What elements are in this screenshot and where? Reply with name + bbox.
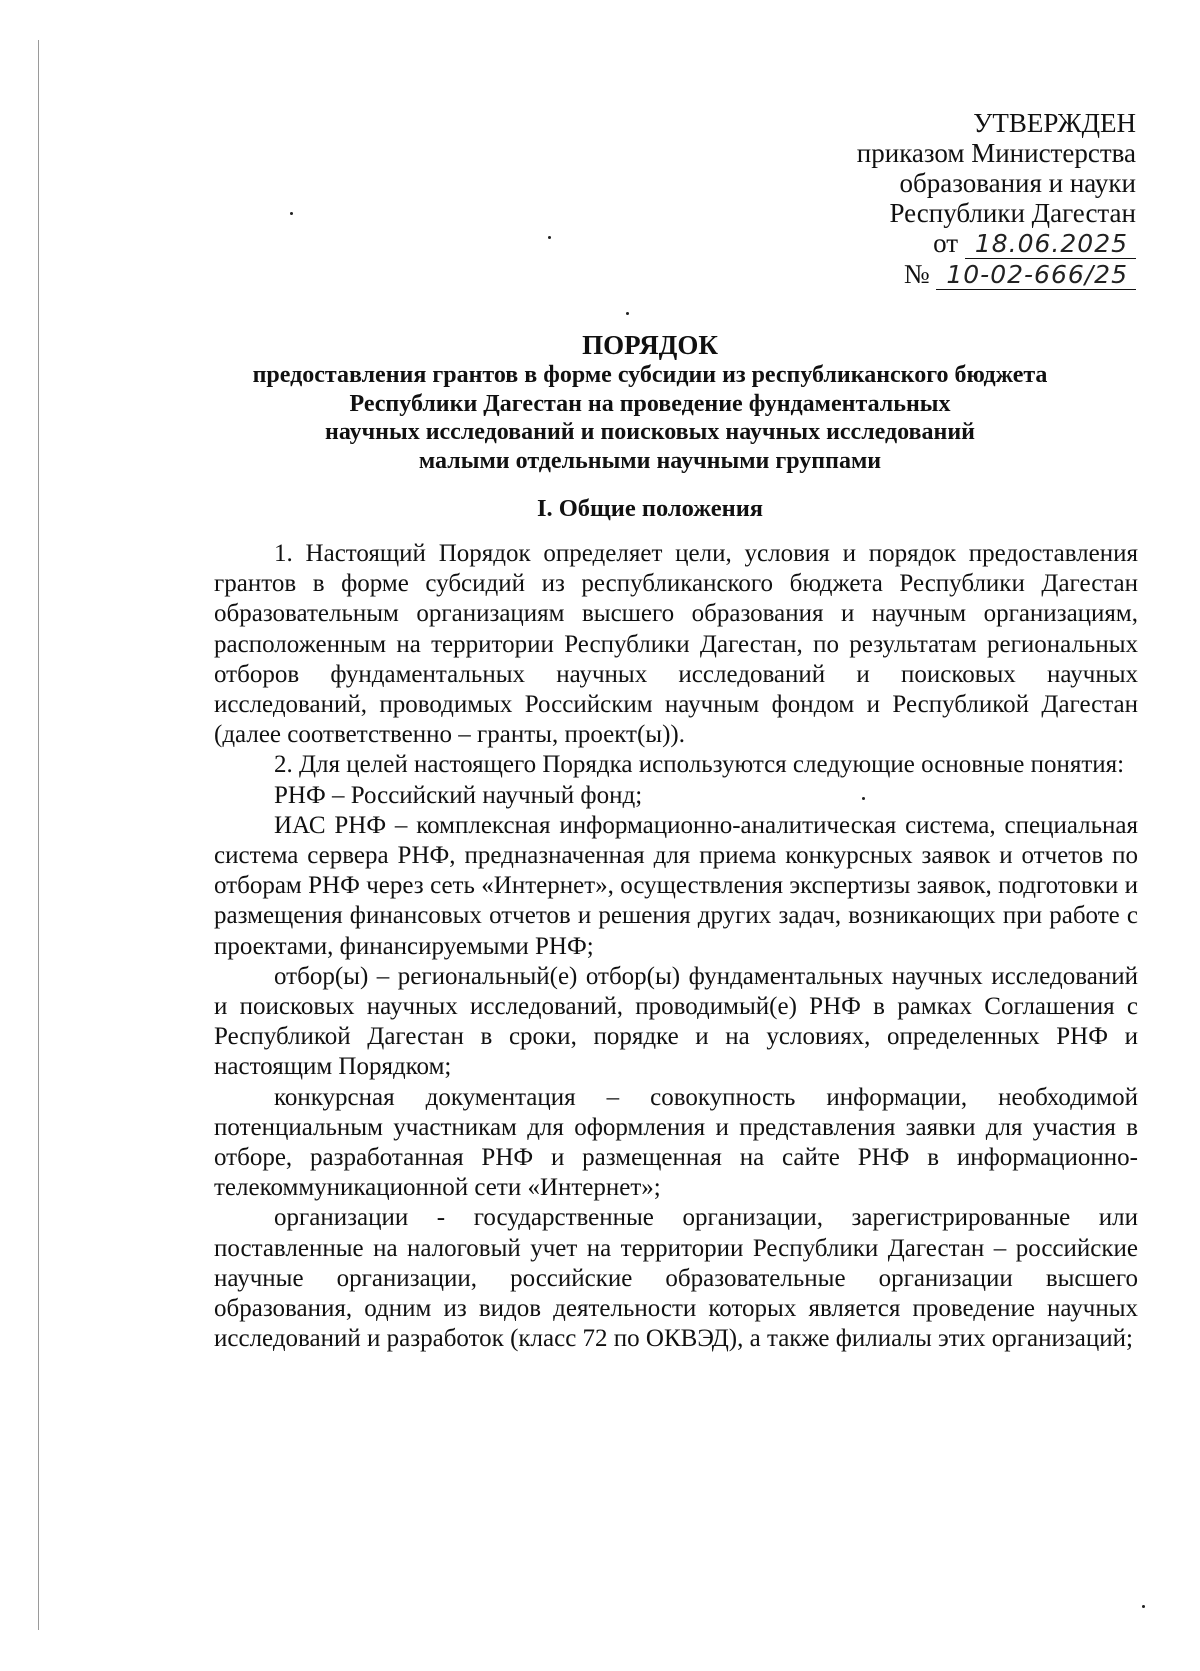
document-subtitle-line-4: малыми отдельными научными группами: [418, 447, 882, 474]
document-subtitle-line-2: Республики Дагестан на проведение фундаментальных: [349, 390, 951, 417]
document-subtitle-line-1: предоставления грантов в форме субсидии из республиканского бюджета: [252, 362, 1048, 388]
approval-line-republic: Республики Дагестан: [889, 198, 1136, 228]
definition-ias-rnf: ИАС РНФ – комплексная информационно-аналитическая система, специальная система сервера РНФ, предназначенная для приема конкурсных заявок и отчетов по отборам РНФ через сеть «Интернет», осуществления экспертизы заявок, подготовки и размещения финансовых отчетов и решения других задач, возникающих при работе с проектами, финансируемыми РНФ;: [214, 811, 1138, 960]
scan-edge-line: [38, 40, 39, 1630]
definition-competition-docs: конкурсная документация – совокупность информации, необходимой потенциальным участникам для оформления и представления заявки для участия в отборе, разработанная РНФ и размещенная на сайте РНФ в информационно-телекоммуникационной сети «Интернет»;: [214, 1083, 1138, 1202]
document-body: [214, 539, 1138, 1354]
document-title: ПОРЯДОК: [582, 330, 718, 360]
scan-speck: [626, 312, 629, 315]
scan-speck: [290, 212, 293, 215]
approval-heading: УТВЕРЖДЕН: [973, 108, 1136, 138]
approval-number-row: [857, 259, 1136, 290]
approval-number-prefix: №: [903, 259, 930, 289]
document-subtitle-line-3: научных исследований и поисковых научных исследований: [324, 419, 975, 445]
section-heading: I. Общие положения: [536, 495, 764, 522]
definition-organizations: организации - государственные организации, зарегистрированные или поставленные на налоговый учет на территории Республики Дагестан – российские научные организации, российские образовательные организации высшего образования, одним из видов деятельности которых является проведение научных исследований и разработок (класс 72 по ОКВЭД), а также филиалы этих организаций;: [214, 1204, 1138, 1353]
approval-date-handwritten: 18.06.2025: [965, 230, 1136, 259]
approval-date-prefix: от: [933, 228, 959, 258]
scan-speck: [1142, 1605, 1145, 1608]
paragraph-2: 2. Для целей настоящего Порядка используются следующие основные понятия:: [274, 751, 1125, 779]
definition-selection: отбор(ы) – региональный(е) отбор(ы) фундаментальных научных исследований и поисковых научных исследований, проводимый(е) РНФ в рамках Соглашения с Республикой Дагестан в сроки, порядке и на условиях, определенных РНФ и настоящим Порядком;: [214, 962, 1138, 1081]
approval-line-ministry: образования и науки: [899, 168, 1136, 198]
approval-number-handwritten: 10-02-666/25: [936, 261, 1136, 290]
scan-speck: [862, 797, 865, 800]
approval-stamp-block: [857, 108, 1136, 290]
paragraph-1: 1. Настоящий Порядок определяет цели, условия и порядок предоставления грантов в форме субсидий из республиканского бюджета Республики Дагестан образовательным организациям высшего образования и научным организациям, расположенным на территории Республики Дагестан, по результатам региональных отборов фундаментальных научных исследований и поисковых научных исследований, проводимых Российским научным фондом и Республикой Дагестан (далее соответственно – гранты, проект(ы)).: [214, 540, 1138, 749]
document-title-block: [190, 330, 1110, 475]
approval-date-row: [857, 228, 1136, 259]
approval-line-order: приказом Министерства: [856, 138, 1136, 168]
definition-rnf: РНФ – Российский научный фонд;: [274, 781, 643, 809]
scan-speck: [548, 236, 551, 239]
